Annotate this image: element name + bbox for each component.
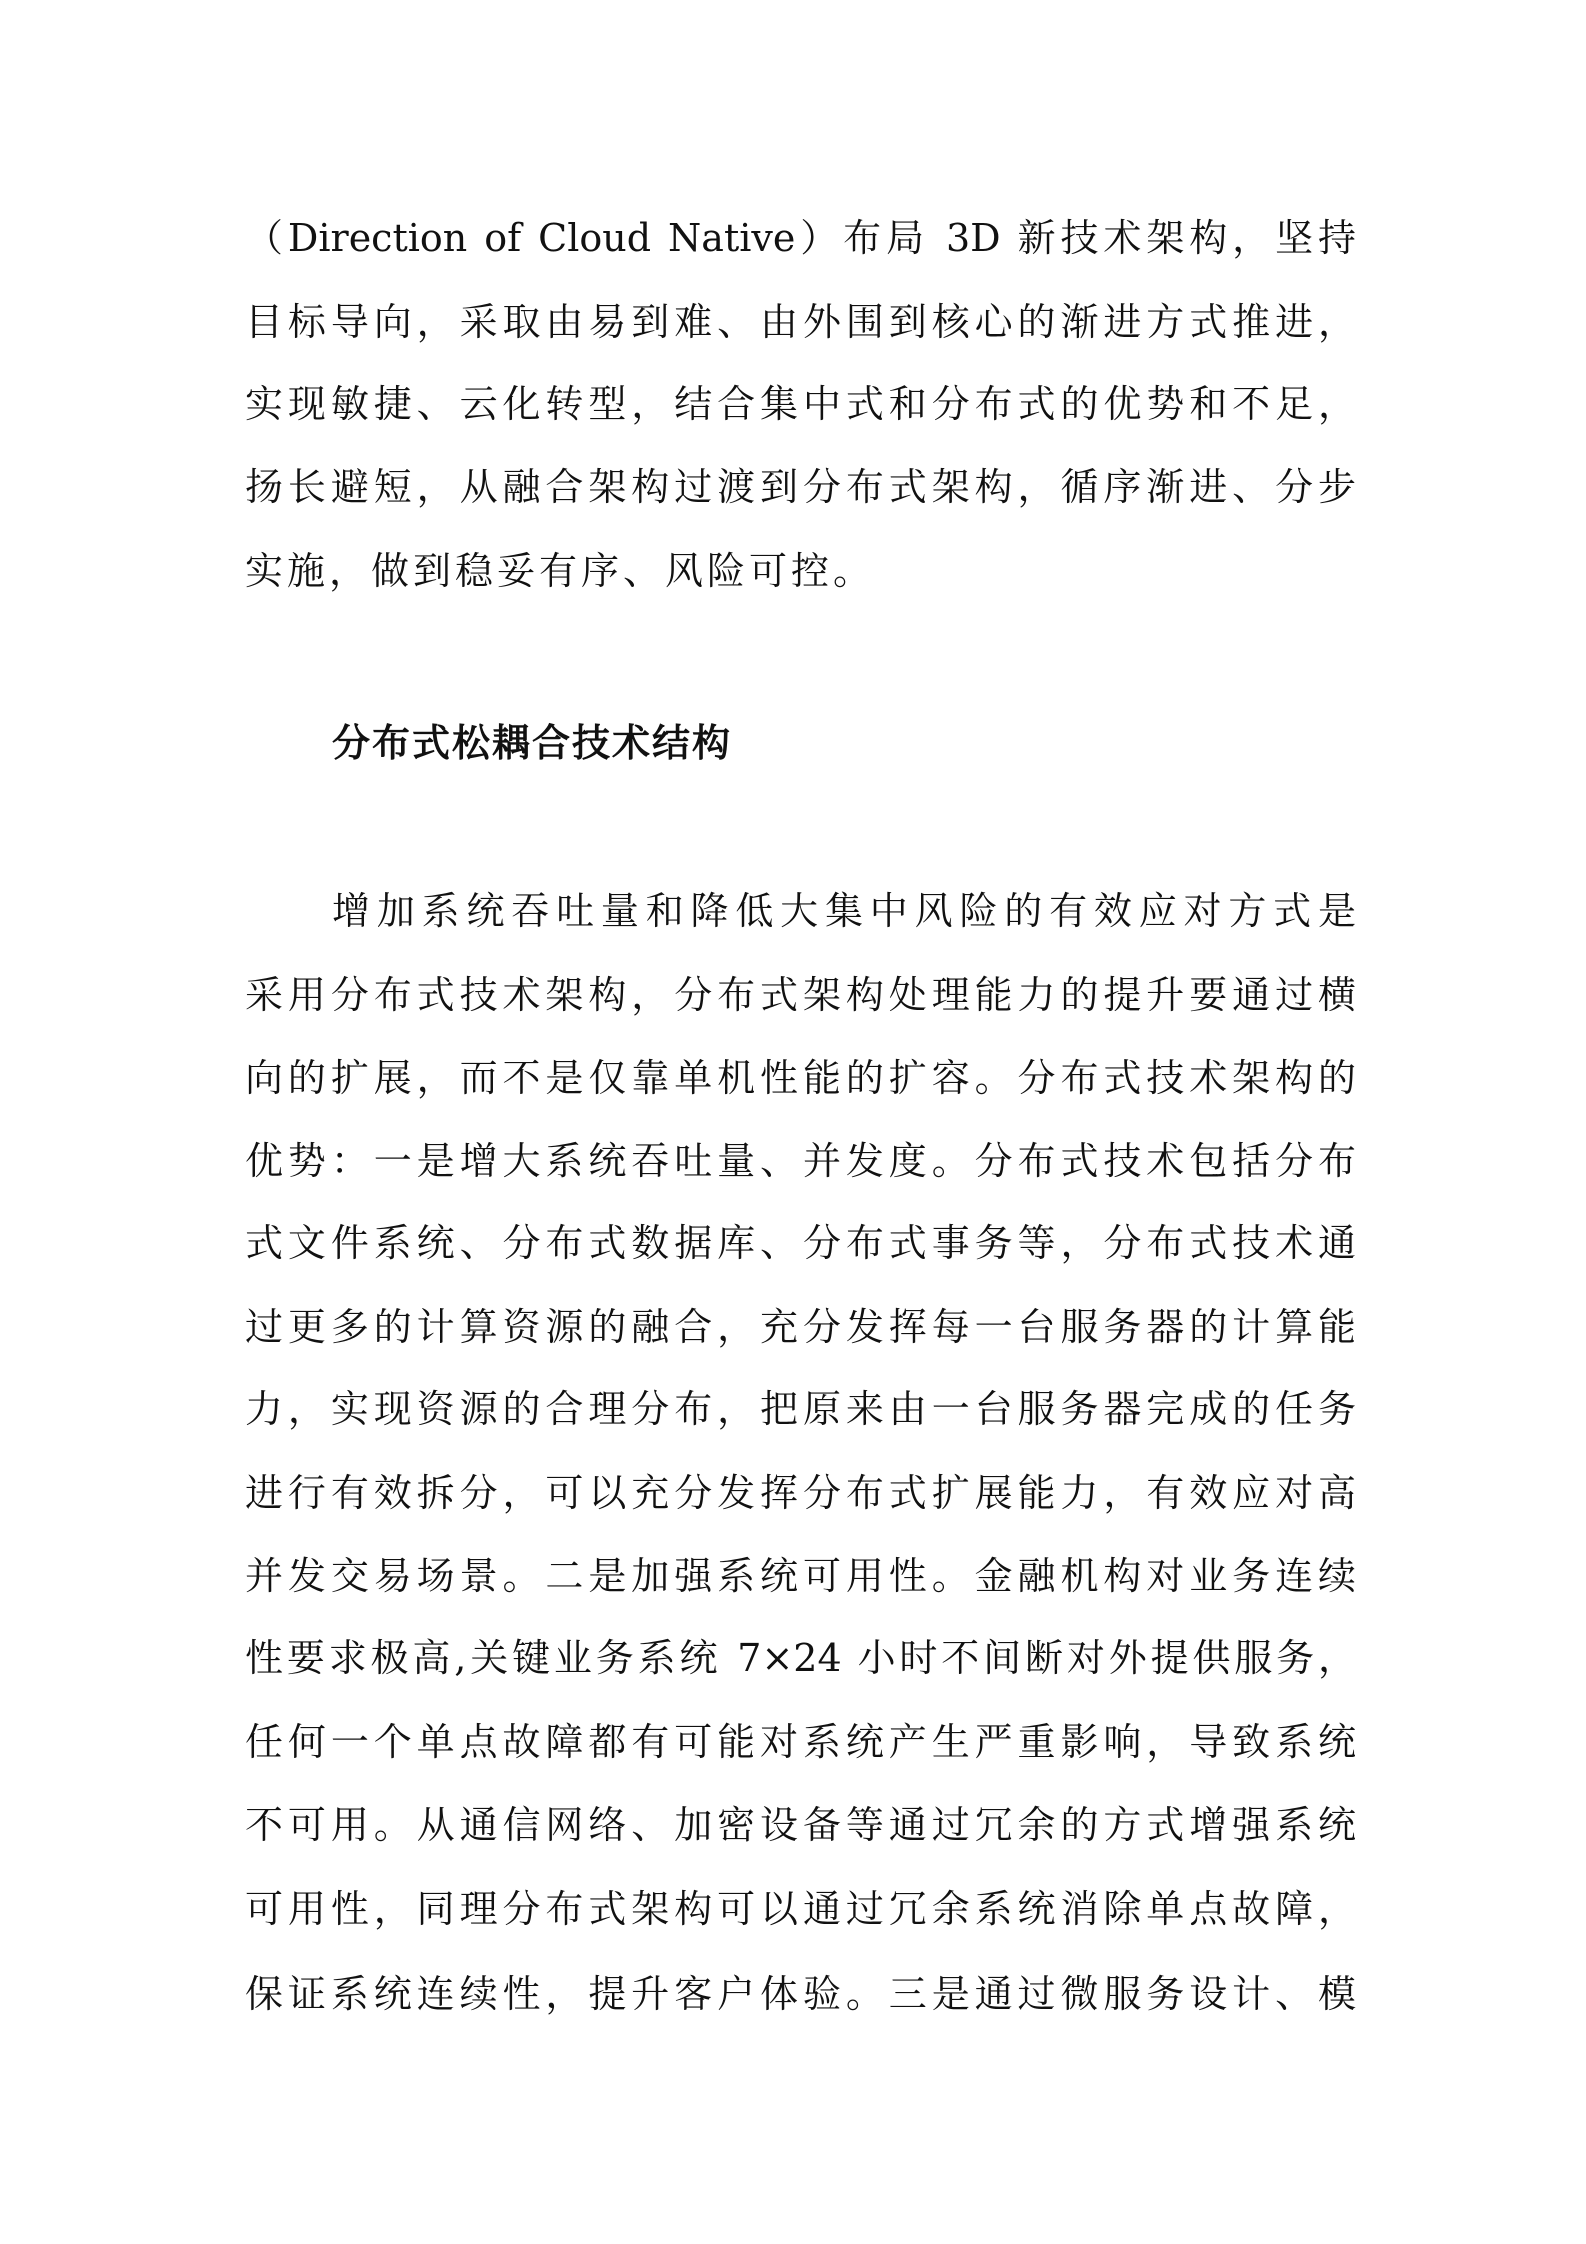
paragraph-line: 采用分布式技术架构，分布式架构处理能力的提升要通过横 [245,973,1356,1017]
paragraph-line: 过更多的计算资源的融合，充分发挥每一台服务器的计算能 [245,1305,1356,1349]
paragraph-line: 不可用。从通信网络、加密设备等通过冗余的方式增强系统 [245,1803,1356,1847]
paragraph-line: （Direction of Cloud Native）布局 3D 新技术架构，坚持 [245,216,1356,260]
paragraph-line: 任何一个单点故障都有可能对系统产生严重影响，导致系统 [245,1720,1356,1764]
paragraph-line: 并发交易场景。二是加强系统可用性。金融机构对业务连续 [245,1554,1356,1598]
paragraph-line: 目标导向，采取由易到难、由外围到核心的渐进方式推进， [245,300,1356,344]
paragraph-line: 增加系统吞吐量和降低大集中风险的有效应对方式是 [332,889,1356,933]
paragraph-line: 可用性，同理分布式架构可以通过冗余系统消除单点故障， [245,1887,1356,1931]
paragraph-line: 实施，做到稳妥有序、风险可控。 [245,549,876,593]
paragraph-line: 性要求极高,关键业务系统 7×24 小时不间断对外提供服务， [245,1636,1356,1680]
paragraph-line: 式文件系统、分布式数据库、分布式事务等，分布式技术通 [245,1221,1356,1265]
paragraph-line: 向的扩展，而不是仅靠单机性能的扩容。分布式技术架构的 [245,1056,1356,1100]
paragraph-line: 优势：一是增大系统吞吐量、并发度。分布式技术包括分布 [245,1139,1356,1183]
paragraph-line: 力，实现资源的合理分布，把原来由一台服务器完成的任务 [245,1387,1356,1431]
paragraph-line: 保证系统连续性，提升客户体验。三是通过微服务设计、模 [245,1972,1356,2016]
paragraph-line: 扬长避短，从融合架构过渡到分布式架构，循序渐进、分步 [245,465,1356,509]
section-heading: 分布式松耦合技术结构 [332,721,733,765]
paragraph-line: 实现敏捷、云化转型，结合集中式和分布式的优势和不足， [245,382,1356,426]
paragraph-line: 进行有效拆分，可以充分发挥分布式扩展能力，有效应对高 [245,1471,1356,1515]
